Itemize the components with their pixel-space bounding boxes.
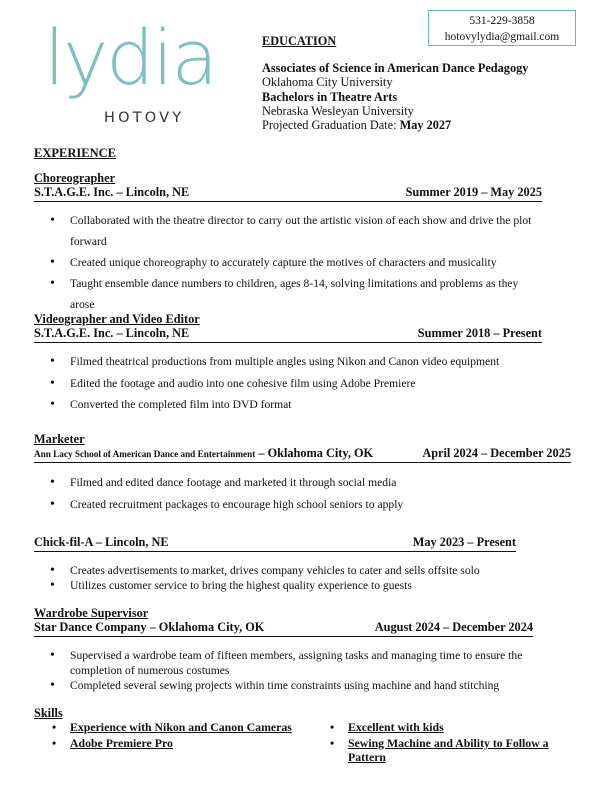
- list-item: • Creates advertisements to market, drives company vehicles to cater and sells offsite solo: [34, 563, 516, 578]
- job-location: – Oklahoma City, OK: [255, 446, 374, 460]
- job-org: S.T.A.G.E. Inc. – Lincoln, NE: [34, 185, 190, 199]
- job-org-line: [34, 620, 533, 637]
- skills-heading: Skills: [34, 706, 63, 720]
- job-videographer: [34, 312, 542, 416]
- list-item: • Completed several sewing projects within time constraints using machine and hand stitching: [34, 679, 549, 694]
- list-item: • Collaborated with the theatre director to carry out the artistic vision of each show and drive the plot forward: [34, 210, 542, 252]
- list-item: • Utilizes customer service to bring the highest quality experience to guests: [34, 578, 516, 593]
- logo-surname: HOTOVY: [104, 110, 185, 126]
- degree-1: Associates of Science in American Dance Pedagogy: [262, 61, 529, 76]
- job-wardrobe: [34, 606, 533, 694]
- skill-item: • Sewing Machine and Ability to Follow a Pattern: [330, 736, 570, 764]
- job-choreographer: [34, 171, 542, 315]
- graduation-label: Projected Graduation Date:: [262, 118, 400, 133]
- skills-right: [330, 720, 570, 764]
- job-dates: Summer 2018 – Present: [417, 326, 542, 340]
- job-bullets: [34, 472, 571, 516]
- education-section: [262, 34, 582, 132]
- job-marketer: [34, 432, 571, 516]
- contact-email: hotovylydia@gmail.com: [444, 31, 560, 43]
- experience-heading: EXPERIENCE: [34, 146, 116, 160]
- job-title: Videographer and Video Editor: [34, 312, 200, 326]
- graduation-line: [262, 118, 582, 132]
- education-heading: EDUCATION: [262, 34, 337, 48]
- school-1: Oklahoma City University: [262, 75, 393, 90]
- job-bullets: [34, 351, 542, 416]
- list-item: • Filmed and edited dance footage and marketed it through social media: [34, 472, 571, 494]
- skill-item: • Experience with Nikon and Canon Cameras: [52, 720, 312, 734]
- skill-item: • Adobe Premiere Pro: [52, 736, 312, 750]
- job-org-wrap: [34, 446, 373, 462]
- skills-left: [52, 720, 312, 750]
- list-item: • Created recruitment packages to encourage high school seniors to apply: [34, 494, 571, 516]
- job-org-line: [34, 446, 571, 463]
- job-org-line: [34, 326, 542, 343]
- job-org: Chick-fil-A – Lincoln, NE: [34, 535, 169, 549]
- list-item: • Converted the completed film into DVD format: [34, 394, 542, 416]
- job-dates: May 2023 – Present: [412, 535, 516, 549]
- job-chickfila: [34, 535, 516, 593]
- job-org-line: [34, 535, 516, 552]
- job-dates: Summer 2019 – May 2025: [405, 185, 542, 199]
- list-item: • Edited the footage and audio into one cohesive film using Adobe Premiere: [34, 373, 542, 395]
- list-item: • Taught ensemble dance numbers to children, ages 8-14, solving limitations and problems as they arose: [34, 273, 542, 315]
- job-org-line: [34, 185, 542, 202]
- list-item: • Created unique choreography to accurately capture the motives of characters and musicality: [34, 252, 542, 273]
- job-org: Ann Lacy School of American Dance and Entertainment: [34, 449, 256, 459]
- job-bullets: [34, 210, 542, 315]
- job-bullets: [34, 563, 516, 593]
- job-title: Choreographer: [34, 171, 116, 185]
- job-title: Marketer: [34, 432, 85, 446]
- list-item: • Filmed theatrical productions from multiple angles using Nikon and Canon video equipment: [34, 351, 542, 373]
- degree-2: Bachelors in Theatre Arts: [262, 89, 398, 104]
- skill-item: • Excellent with kids: [330, 720, 570, 734]
- job-title: Wardrobe Supervisor: [34, 606, 149, 620]
- job-dates: April 2024 – December 2025: [422, 446, 571, 460]
- job-bullets: [34, 649, 549, 694]
- logo-name: lydia: [44, 13, 217, 102]
- job-dates: August 2024 – December 2024: [374, 620, 533, 634]
- school-2: Nebraska Wesleyan University: [262, 103, 414, 118]
- contact-phone: 531-229-3858: [469, 15, 535, 27]
- job-org: S.T.A.G.E. Inc. – Lincoln, NE: [34, 326, 190, 340]
- list-item: • Supervised a wardrobe team of fifteen members, assigning tasks and managing time to ensure the completion of numerous costumes: [34, 649, 549, 678]
- job-org: Star Dance Company – Oklahoma City, OK: [34, 620, 265, 634]
- graduation-date: May 2027: [399, 118, 452, 133]
